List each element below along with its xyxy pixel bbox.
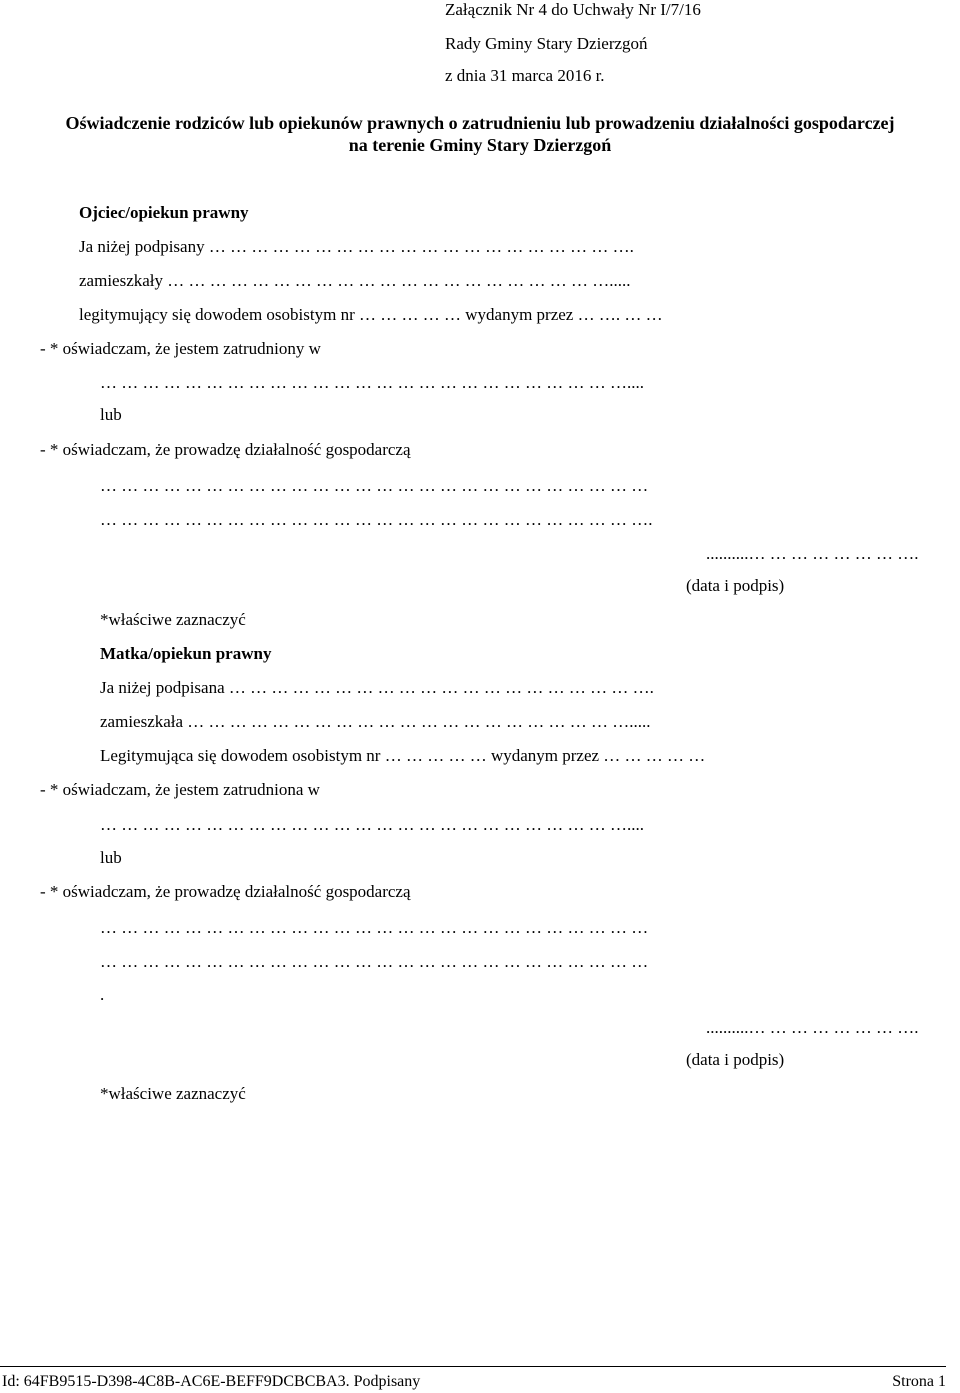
mother-employed-line: - * oświadczam, że jestem zatrudniona w: [40, 780, 320, 799]
mother-signed-line: Ja niżej podpisana … … … … … … … … … … … … … … … … … … … ….: [100, 678, 654, 697]
father-employed-dots: … … … … … … … … … … … … … … … … … … … … … … … … …....: [100, 373, 644, 392]
father-employed-line: - * oświadczam, że jestem zatrudniony w: [40, 339, 321, 358]
header-attachment-line: Załącznik Nr 4 do Uchwały Nr I/7/16: [445, 0, 701, 19]
father-business-dots-1: … … … … … … … … … … … … … … … … … … … … … … … … … …: [100, 476, 649, 495]
mother-signature-label: (data i podpis): [686, 1050, 785, 1069]
footer-document-id: Id: 64FB9515-D398-4C8B-AC6E-BEFF9DCBCBA3. Podpisany: [2, 1373, 421, 1390]
footer-page-number: Strona 1: [892, 1373, 946, 1390]
header-date-line: z dnia 31 marca 2016 r.: [445, 66, 605, 85]
mother-business-dots-3: .: [100, 985, 105, 1004]
father-residence-line: zamieszkały … … … … … … … … … … … … … … … … … … … … ….....: [79, 271, 631, 290]
father-heading: Ojciec/opiekun prawny: [79, 203, 249, 222]
mother-business-dots-1: … … … … … … … … … … … … … … … … … … … … … … … … … …: [100, 918, 649, 937]
mother-signature-dots: ..........… … … … … … … ….: [706, 1018, 919, 1037]
mother-business-line: - * oświadczam, że prowadzę działalność gospodarczą: [40, 882, 411, 901]
father-footnote: *właściwe zaznaczyć: [100, 610, 246, 629]
father-signature-dots: ..........… … … … … … … ….: [706, 544, 919, 563]
mother-residence-line: zamieszkała … … … … … … … … … … … … … … … … … … … … ….....: [100, 712, 651, 731]
header-council-line: Rady Gminy Stary Dzierzgoń: [445, 34, 648, 53]
father-business-dots-2: … … … … … … … … … … … … … … … … … … … … … … … … … ….: [100, 510, 653, 529]
mother-footnote: *właściwe zaznaczyć: [100, 1084, 246, 1103]
mother-business-dots-2: … … … … … … … … … … … … … … … … … … … … … … … … … …: [100, 952, 649, 971]
document-title-line2: na terenie Gminy Stary Dzierzgoń: [348, 135, 612, 155]
father-signed-line: Ja niżej podpisany … … … … … … … … … … … … … … … … … … … ….: [79, 237, 634, 256]
mother-id-line: Legitymująca się dowodem osobistym nr … … … … … wydanym przez … … … … …: [100, 746, 706, 765]
footer-divider: [0, 1366, 946, 1367]
father-id-line: legitymujący się dowodem osobistym nr … … … … … wydanym przez … …. … …: [79, 305, 663, 324]
mother-or-label: lub: [100, 848, 122, 867]
father-or-label: lub: [100, 405, 122, 424]
mother-heading: Matka/opiekun prawny: [100, 644, 272, 663]
father-signature-label: (data i podpis): [686, 576, 785, 595]
document-title-line1: Oświadczenie rodziców lub opiekunów prawnych o zatrudnieniu lub prowadzeniu działalności gospodarczej: [65, 113, 895, 133]
mother-employed-dots: … … … … … … … … … … … … … … … … … … … … … … … … …....: [100, 815, 644, 834]
father-business-line: - * oświadczam, że prowadzę działalność gospodarczą: [40, 440, 411, 459]
